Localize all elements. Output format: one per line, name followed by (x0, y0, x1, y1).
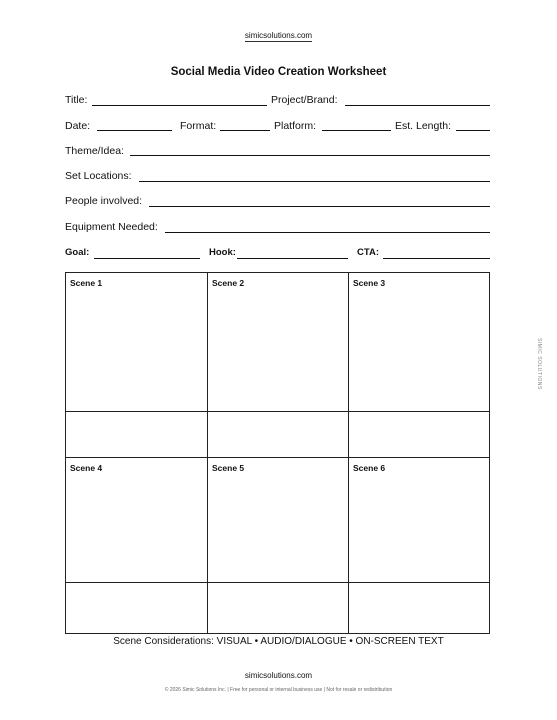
est-length-label: Est. Length: (395, 120, 452, 132)
grid-divider-h3 (66, 582, 489, 583)
platform-label: Platform: (274, 120, 317, 132)
scene-6-box[interactable] (349, 458, 489, 582)
scene-3-label: Scene 3 (353, 278, 386, 288)
title-label: Title: (65, 94, 88, 106)
scene-4-box[interactable] (66, 458, 207, 582)
site-link-bottom[interactable]: simicsolutions.com (244, 671, 313, 680)
equipment-needed-label: Equipment Needed: (65, 221, 158, 233)
project-brand-label: Project/Brand: (271, 94, 338, 106)
scene-2-label: Scene 2 (212, 278, 245, 288)
copyright-footer: © 2026 Simic Solutions Inc. | Free for personal or internal business use | Not for resale or redistribution (164, 687, 393, 693)
theme-idea-field[interactable] (130, 155, 490, 156)
goal-field[interactable] (94, 258, 200, 259)
scene-grid (65, 272, 490, 634)
format-label: Format: (180, 120, 217, 132)
scene-5-label: Scene 5 (212, 463, 245, 473)
hook-field[interactable] (237, 258, 348, 259)
scene-4-label: Scene 4 (70, 463, 103, 473)
grid-divider-h1 (66, 411, 489, 412)
scene-considerations: Scene Considerations: VISUAL • AUDIO/DIALOGUE • ON-SCREEN TEXT (113, 636, 444, 647)
goal-label: Goal: (65, 247, 90, 258)
theme-idea-label: Theme/Idea: (65, 145, 124, 157)
site-link-top[interactable] (0, 31, 557, 40)
site-link-top-text[interactable]: simicsolutions.com (244, 31, 313, 40)
platform-field[interactable] (322, 130, 391, 131)
scene-6-label: Scene 6 (353, 463, 386, 473)
worksheet-title: Social Media Video Creation Worksheet (170, 66, 387, 78)
title-field[interactable] (92, 105, 267, 106)
scene-2-box[interactable] (208, 273, 348, 411)
side-watermark: SIMIC SOLUTIONS (536, 338, 542, 390)
est-length-field[interactable] (456, 130, 490, 131)
set-locations-label: Set Locations: (65, 170, 132, 182)
hook-label: Hook: (209, 247, 236, 258)
equipment-needed-field[interactable] (165, 232, 490, 233)
format-field[interactable] (220, 130, 270, 131)
date-label: Date: (65, 120, 91, 132)
people-involved-field[interactable] (149, 206, 490, 207)
scene-5-box[interactable] (208, 458, 348, 582)
cta-label: CTA: (357, 247, 379, 258)
cta-field[interactable] (383, 258, 490, 259)
scene-1-label: Scene 1 (70, 278, 103, 288)
project-brand-field[interactable] (345, 105, 490, 106)
set-locations-field[interactable] (139, 181, 490, 182)
scene-1-box[interactable] (66, 273, 207, 411)
people-involved-label: People involved: (65, 195, 143, 207)
scene-3-box[interactable] (349, 273, 489, 411)
date-field[interactable] (97, 130, 172, 131)
